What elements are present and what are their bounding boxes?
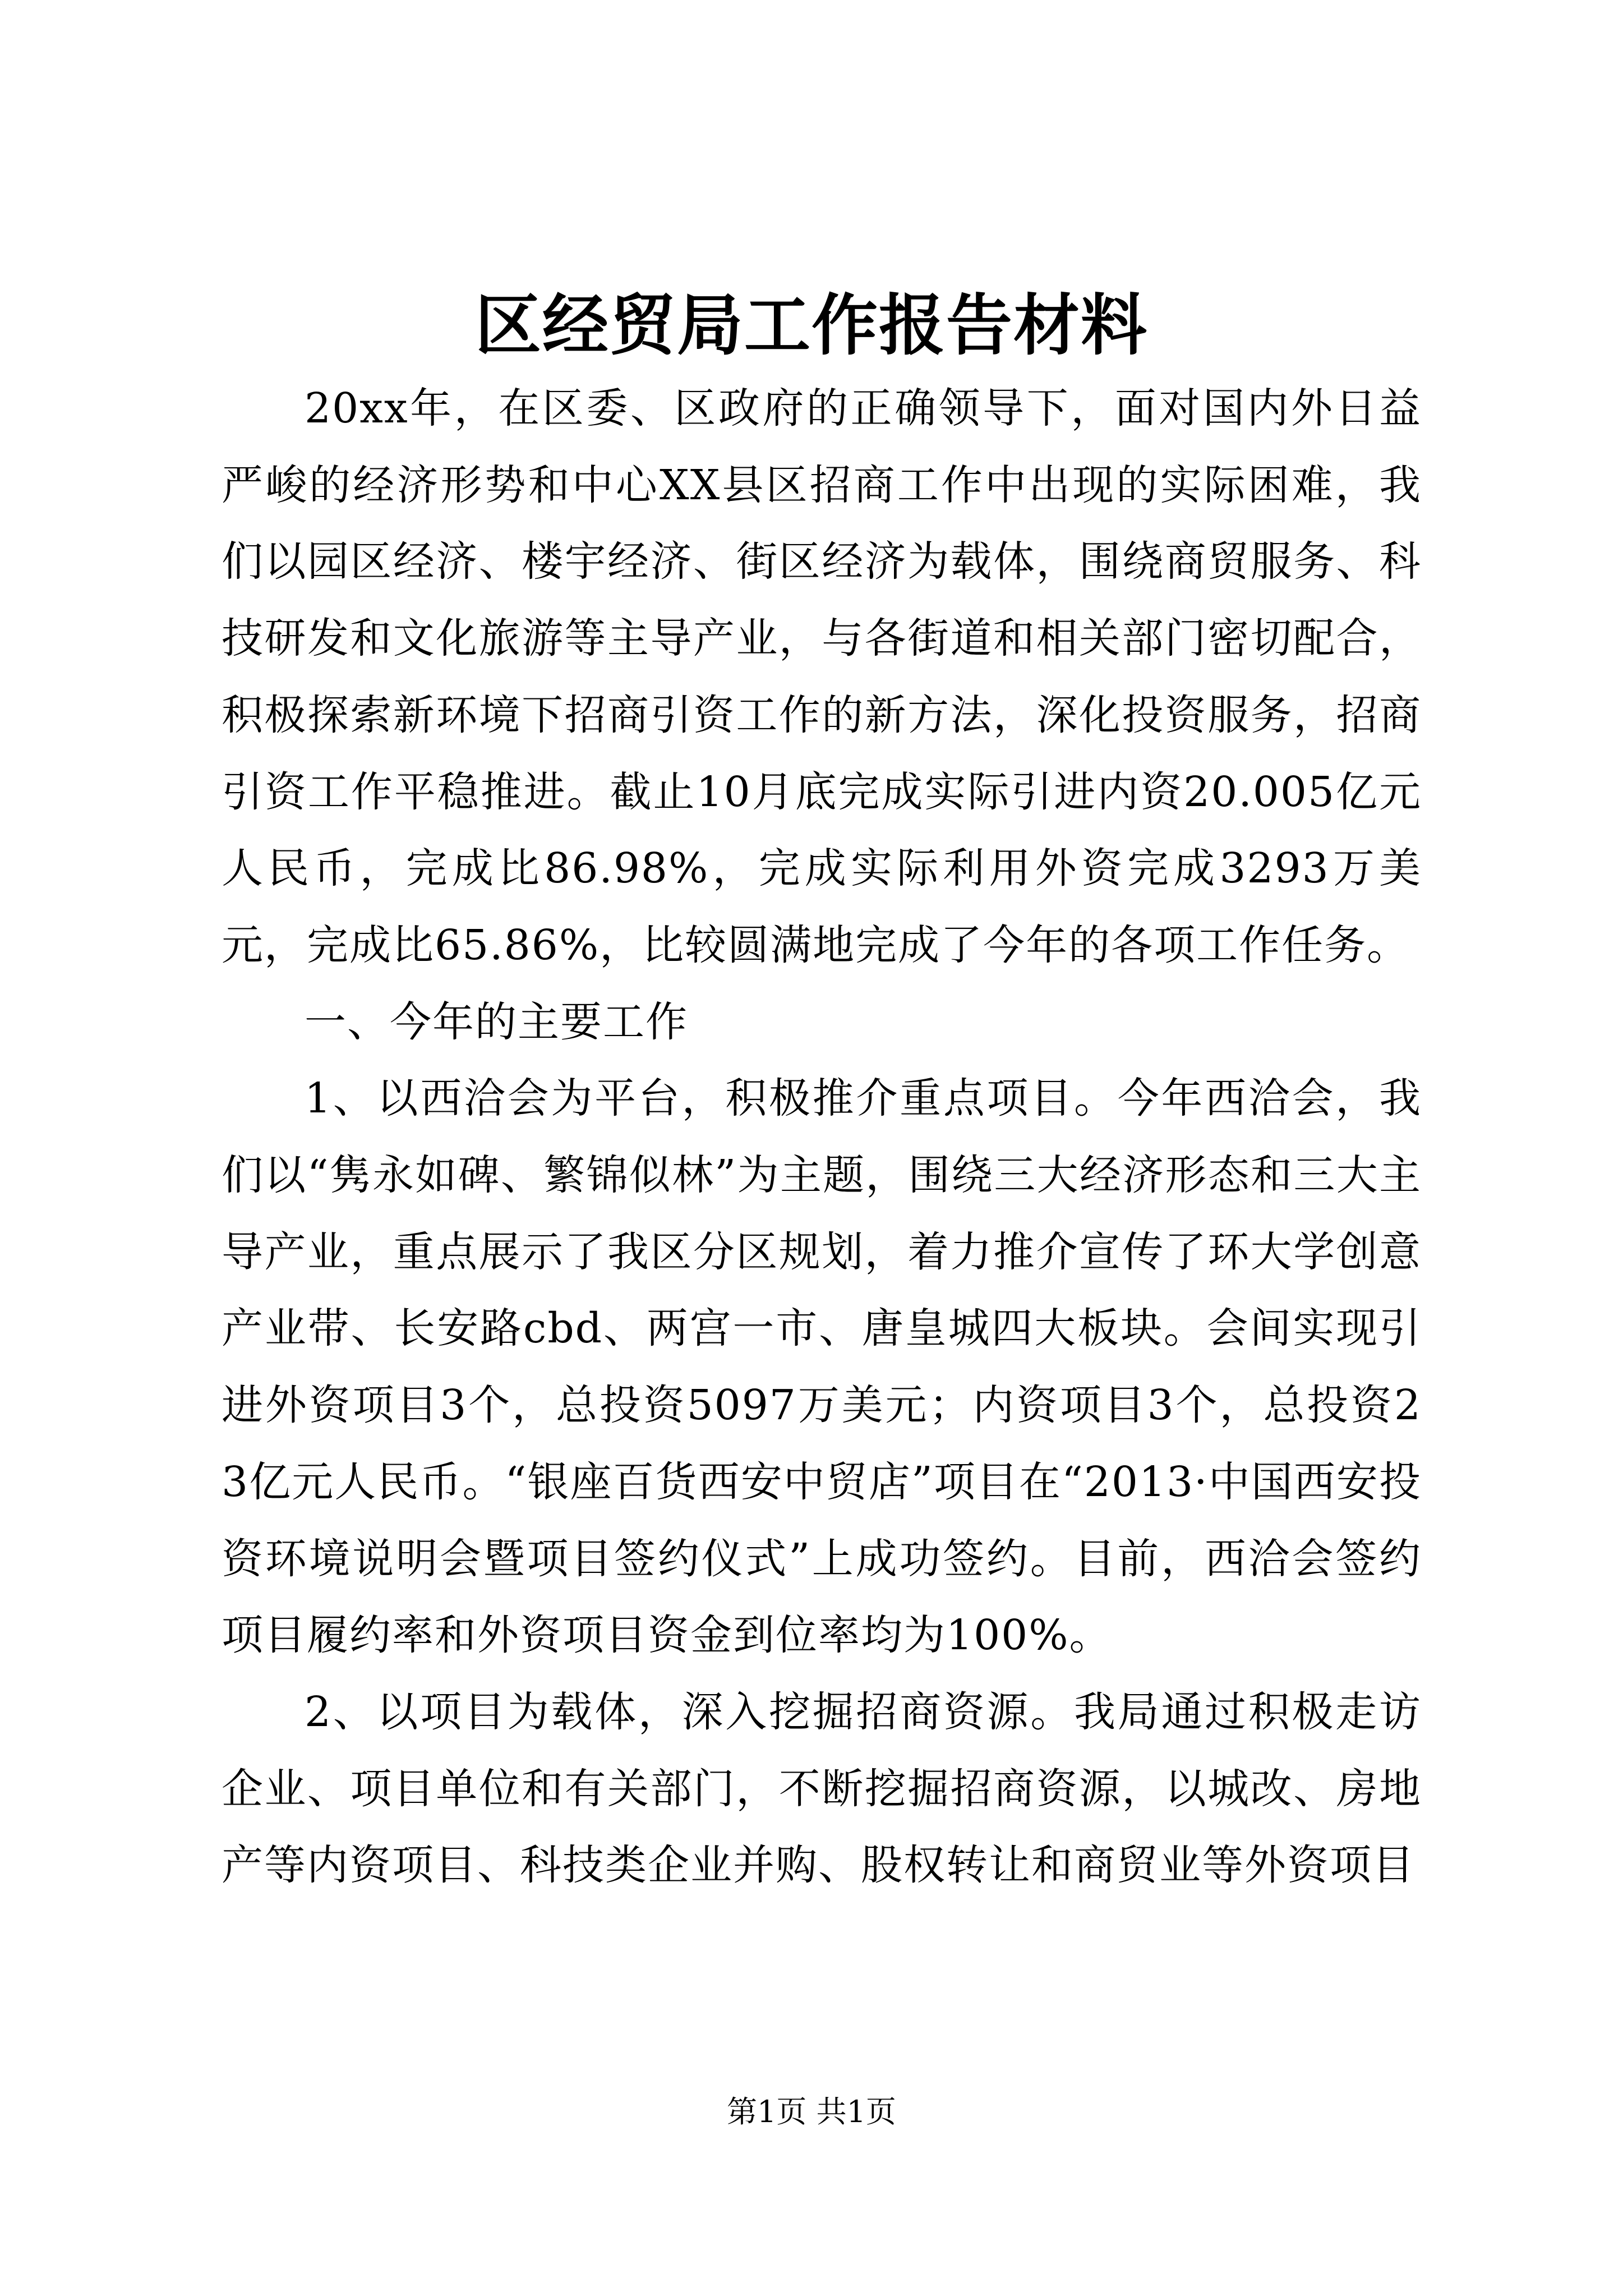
item-1-paragraph: 1、以西洽会为平台，积极推介重点项目。今年西洽会，我们以“隽永如碑、繁锦似林”为主题，围绕三大经济形态和三大主导产业，重点展示了我区分区规划，着力推介宣传了环大学创意产业带、长安路cbd、两宫一市、唐皇城四大板块。会间实现引进外资项目3个，总投资5097万美元；内资项目3个，总投资23亿元人民币。“银座百货西安中贸店”项目在“2013·中国西安投资环境说明会暨项目签约仪式”上成功签约。目前，西洽会签约项目履约率和外资项目资金到位率均为100%。 <box>222 1074 1422 1660</box>
page-footer: 第1页 共1页 <box>727 2094 896 2129</box>
intro-paragraph: 20xx年，在区委、区政府的正确领导下，面对国内外日益严峻的经济形势和中心XX县区招商工作中出现的实际困难，我们以园区经济、楼宇经济、街区经济为载体，围绕商贸服务、科技研发和文化旅游等主导产业，与各街道和相关部门密切配合，积极探索新环境下招商引资工作的新方法，深化投资服务，招商引资工作平稳推进。截止10月底完成实际引进内资20.005亿元人民币，完成比86.98%，完成实际利用外资完成3293万美元，完成比65.86%，比较圆满地完成了今年的各项工作任务。 <box>222 384 1422 969</box>
item-2-paragraph: 2、以项目为载体，深入挖掘招商资源。我局通过积极走访企业、项目单位和有关部门，不断挖掘招商资源，以城改、房地产等内资项目、科技类企业并购、股权转让和商贸业等外资项目 <box>222 1687 1422 1890</box>
document-title: 区经贸局工作报告材料 <box>474 286 1148 364</box>
document-body <box>222 370 1422 1904</box>
section-heading: 一、今年的主要工作 <box>305 997 688 1046</box>
